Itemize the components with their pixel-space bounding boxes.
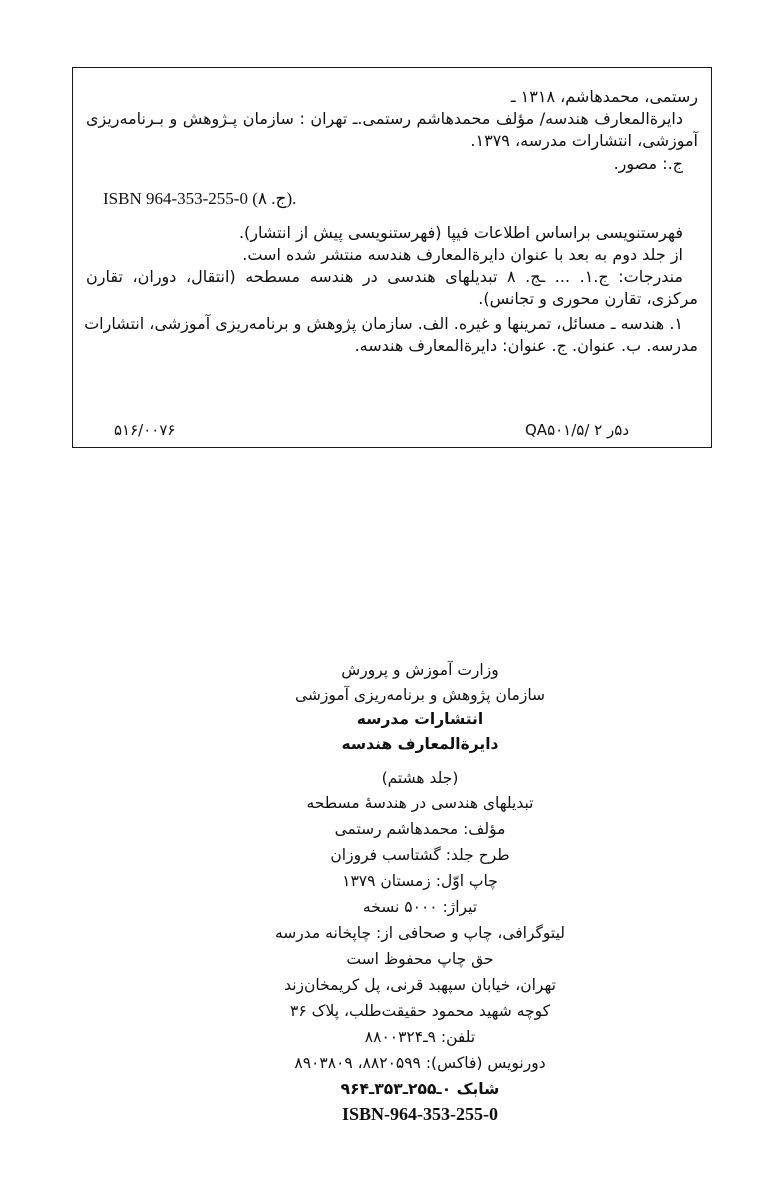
cip-note-fipa: فهرستنویسی براساس اطلاعات فیپا (فهرستنویسی پیش از انتشار). (238, 223, 683, 242)
colophon-print-run: تیراژ: ۵۰۰۰ نسخه (362, 898, 478, 916)
lc-classification-number: QA۵۰۱/۵/ د۵ر ۲ (525, 421, 629, 439)
colophon-address-line-1: تهران، خیابان سپهبد قرنی، پل کریمخان‌زند (284, 976, 556, 994)
cip-title-line-1: دایرةالمعارف هندسه/ مؤلف محمدهاشم رستمی.ـ تهران : سازمان پـژوهش و بـرنامه‌ریزی (86, 109, 683, 128)
colophon-series-title: دایرةالمعارف هندسه (341, 735, 499, 753)
colophon-author: مؤلف: محمدهاشم رستمی (334, 820, 506, 838)
colophon-organization: سازمان پژوهش و برنامه‌ریزی آموزشی (294, 686, 546, 704)
colophon-copyright: حق چاپ محفوظ است (346, 950, 494, 968)
colophon-isbn: ISBN-964-353-255-0 (342, 1104, 498, 1124)
colophon-phone: تلفن: ۹ـ۸۸۰۰۳۲۴ (364, 1028, 476, 1046)
cip-isbn-line: ISBN 964-353-255-0 (ج. ۸). (103, 189, 297, 208)
colophon-cover-design: طرح جلد: گشتاسب فروزان (330, 846, 510, 864)
colophon-address-line-2: کوچه شهید محمود حقیقت‌طلب، پلاک ۳۶ (290, 1002, 550, 1020)
colophon-book-title: تبدیلهای هندسی در هندسهٔ مسطحه (306, 794, 534, 812)
cip-catalog-record-box (72, 67, 712, 448)
cip-contents-line-2: مرکزی، تقارن محوری و تجانس). (478, 289, 698, 308)
cip-title-line-2: آموزشی، انتشارات مدرسه، ۱۳۷۹. (470, 131, 698, 150)
cip-note-title-change: از جلد دوم به بعد با عنوان دایرةالمعارف هندسه منتشر شده است. (242, 245, 683, 264)
colophon-first-print: چاپ اوّل: زمستان ۱۳۷۹ (342, 872, 498, 890)
colophon-publisher: انتشارات مدرسه (356, 710, 484, 728)
cip-subjects-line-1: ۱. هندسه ـ مسائل، تمرینها و غیره. الف. سازمان پژوهش و برنامه‌ریزی آموزشی، انتشارات (84, 314, 683, 333)
colophon-shabak: شابک ۰ـ۲۵۵ـ۳۵۳ـ۹۶۴ (340, 1080, 500, 1098)
colophon-printer: لیتوگرافی، چاپ و صحافی از: چاپخانه مدرسه (274, 924, 566, 942)
colophon-fax: دورنویس (فاکس): ۸۸۲۰۵۹۹، ۸۹۰۳۸۰۹ (294, 1054, 546, 1072)
cip-contents-line-1: مندرجات: ج.۱. ... ـج. ۸ تبدیلهای هندسی در هندسه مسطحه (انتقال، دوران، تقارن (86, 267, 683, 286)
dewey-classification-number: ۵۱۶/۰۰۷۶ (114, 421, 176, 439)
cip-author-line: رستمی، محمدهاشم، ۱۳۱۸ ـ (510, 87, 698, 106)
colophon-ministry: وزارت آموزش و پرورش (341, 661, 499, 679)
colophon-volume: (جلد هشتم) (381, 769, 459, 787)
cip-subjects-line-2: مدرسه. ب. عنوان. ج. عنوان: دایرةالمعارف هندسه. (354, 336, 698, 355)
cip-physical-description: ج.: مصور. (613, 154, 683, 173)
